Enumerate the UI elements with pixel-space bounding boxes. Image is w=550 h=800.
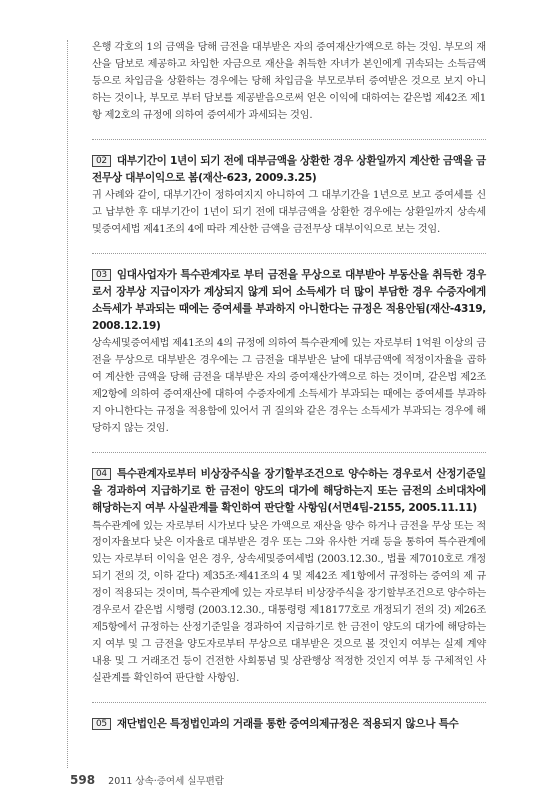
section-04-number-badge: 04 [92, 468, 111, 480]
section-02 [92, 153, 486, 239]
section-03-title: 임대사업자가 특수관계자로 부터 금전을 무상으로 대부받아 부동산을 취득한 경우로서 장부상 지급이자가 계상되지 않게 되어 소득세가 더 많이 부담한 경우 수증자에게 소득세가 부과되는 때에는 증여세를 부과하지 아니한다는 규정은 적용안됨(재산-4319, 2008.12.19) [92, 268, 486, 333]
section-divider [92, 139, 486, 140]
section-02-body: 귀 사례와 같이, 대부기간이 정하여지지 아니하여 그 대부기간을 1년으로 보고 증여세를 신고 납부한 후 대부기간이 1년이 되기 전에 대부금액을 상환한 경우에는 상환일까지 상속세및증여세법 제41조의 4에 따라 계산한 금액을 금전무상 대부이익으로 보는 것임. [92, 189, 486, 235]
section-05-title: 재단법인은 특정법인과의 거래를 통한 증여의제규정은 적용되지 않으나 특수 [116, 717, 459, 730]
intro-paragraph: 은행 각호의 1의 금액을 당해 금전을 대부받은 자의 증여재산가액으로 하는 것임. 부모의 재산을 담보로 제공하고 차입한 자금으로 재산을 취득한 자녀가 본인에게 귀속되는 소득금액 등으로 차입금을 상환하는 경우에는 당해 차입금을 부모로부터 증여받은 것으로 보지 아니하는 것이나, 부모로 부터 담보를 제공받음으로써 얻은 이익에 대하여는 같은법 제42조 제1항 제2호의 규정에 의하여 증여세가 과세되는 것임. [92, 42, 486, 121]
section-03-heading [92, 267, 486, 336]
section-05 [92, 716, 486, 733]
margin-dotted-line [67, 40, 68, 768]
section-03 [92, 267, 486, 438]
section-03-body: 상속세및증여세법 제41조의 4의 규정에 의하여 특수관계에 있는 자로부터 1억원 이상의 금전을 무상으로 대부받은 경우에는 그 금전을 대부받은 날에 대부금액에 적정이자율을 곱하여 계산한 금액을 당해 금전을 대부받은 자의 증여재산가액으로 하는 것이며, 같은법 제2조 제2항에 의하여 증여재산에 대하여 수증자에게 소득세가 부과되는 때에는 증여세를 부과하지 아니한다는 규정을 적용함에 있어서 귀 질의와 같은 경우는 소득세가 부과되는 경우에 해당하지 않는 것임. [92, 338, 486, 434]
page-footer [70, 769, 224, 788]
section-divider [92, 253, 486, 254]
section-04 [92, 466, 486, 688]
section-divider [92, 702, 486, 703]
book-title: 2011 상속·증여세 실무편람 [108, 776, 224, 787]
section-04-heading [92, 466, 486, 518]
section-02-heading [92, 153, 486, 187]
page-number: 598 [70, 773, 96, 787]
page-content [92, 40, 486, 734]
section-02-number-badge: 02 [92, 155, 111, 167]
section-05-number-badge: 05 [92, 718, 111, 730]
section-02-title: 대부기간이 1년이 되기 전에 대부금액을 상환한 경우 상환일까지 계산한 금액을 금전무상 대부이익으로 봄(재산-623, 2009.3.25) [92, 154, 486, 184]
section-04-title: 특수관계자로부터 비상장주식을 장기할부조건으로 양수하는 경우로서 산정기준일을 경과하여 지급하기로 한 금전이 양도의 대가에 해당하는지 또는 금전의 소비대차에 해당하는지 여부 사실관계를 확인하여 판단할 사항임(서면4팀-2155, 2005.11.11) [92, 467, 486, 515]
section-divider [92, 452, 486, 453]
section-04-body: 특수관계에 있는 자로부터 시가보다 낮은 가액으로 재산을 양수 하거나 금전을 무상 또는 적정이자율보다 낮은 이자율로 대부받은 경우 또는 그와 유사한 거래 등을 통하여 특수관계에 있는 자로부터 이익을 얻은 경우, 상속세및증여세법 (2003.12.30., 법률 제7010호로 개정되기 전의 것, 이하 같다) 제35조·제41조의 4 및 제42조 제1항에서 규정하는 증여의 제 규정이 적용되는 것이며, 특수관계에 있는 자로부터 비상장주식을 장기할부조건으로 양수하는 경우로서 같은법 시행령 (2003.12.30., 대통령령 제18177호로 개정되기 전의 것) 제26조 제5항에서 규정하는 산정기준일을 경과하여 지급하기로 한 금전이 양도의 대가에 해당하는지 여부 및 그 금전을 양도자로부터 무상으로 대부받은 것으로 볼 것인지 여부는 실제 계약내용 및 그 거래조건 등이 건전한 사회통념 및 상관행상 적정한 것인지 여부 등 구체적인 사실관계를 확인하여 판단할 사항임. [92, 520, 486, 684]
section-05-heading [92, 716, 486, 733]
section-03-number-badge: 03 [92, 269, 111, 281]
